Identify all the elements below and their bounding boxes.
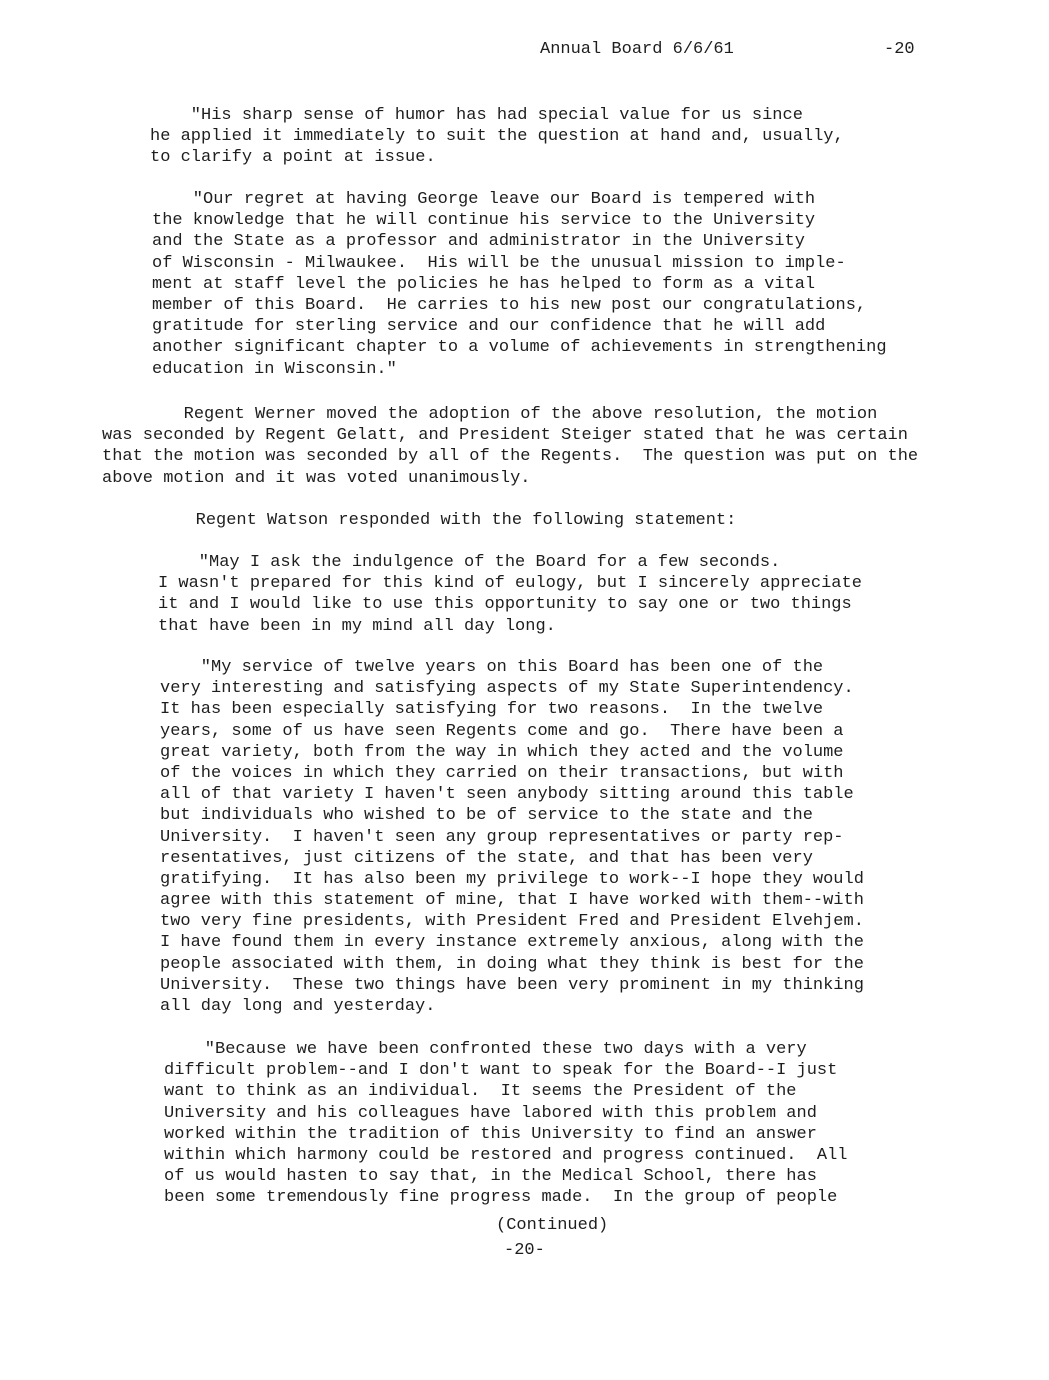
text-line: member of this Board. He carries to his new post our congratulations, [152,295,867,315]
text-line: but individuals who wished to be of service to the state and the [160,806,813,826]
text-line: of us would hasten to say that, in the Medical School, there has [164,1167,817,1187]
text-line: "My service of twelve years on this Board has been one of the [160,658,824,677]
text-line: and the State as a professor and administrator in the University [152,232,805,252]
text-line: above motion and it was voted unanimously. [102,468,531,488]
text-line: that have been in my mind all day long. [158,616,556,636]
text-line: resentatives, just citizens of the state, and that has been very [160,848,813,868]
text-line: very interesting and satisfying aspects of my State Superintendency. [160,679,854,699]
text-line: agree with this statement of mine, that I have worked with them--with [160,891,864,911]
text-line: people associated with them, in doing what they think is best for the [160,954,864,974]
text-line: "May I ask the indulgence of the Board for a few seconds. [158,553,781,572]
text-line: gratitude for sterling service and our confidence that he will add [152,317,826,337]
paragraph-motion [102,404,918,489]
text-line: great variety, both from the way in which they acted and the volume [160,742,844,762]
text-line: of the voices in which they carried on their transactions, but with [160,763,844,783]
text-line: all day long and yesterday. [160,997,436,1016]
text-line: he applied it immediately to suit the question at hand and, usually, [150,127,844,147]
header-title: Annual Board 6/6/61 [540,40,734,59]
text-line: was seconded by Regent Gelatt, and President Steiger stated that he was certain [102,426,908,446]
text-line: It has been especially satisfying for two reasons. In the twelve [160,700,824,720]
text-line: to clarify a point at issue. [150,148,436,168]
text-line: within which harmony could be restored and progress continued. All [164,1145,848,1165]
header-page-number: -20 [884,40,915,59]
paragraph-problem [164,1039,848,1209]
paragraph-watson-intro [114,510,736,531]
text-line: I have found them in every instance extremely anxious, along with the [160,933,864,953]
text-line: "Because we have been confronted these two days with a very [164,1040,807,1059]
text-line: it and I would like to use this opportunity to say one or two things [158,595,852,615]
text-line: the knowledge that he will continue his service to the University [152,211,816,231]
text-line: ment at staff level the policies he has helped to form as a vital [152,274,816,294]
text-line: years, some of us have seen Regents come and go. There have been a [160,721,844,741]
text-line: want to think as an individual. It seems the President of the [164,1082,797,1102]
text-line: gratifying. It has also been my privilege to work--I hope they would [160,869,864,889]
text-line: education in Wisconsin." [152,359,397,379]
text-line: University. These two things have been very prominent in my thinking [160,975,864,995]
text-line: Regent Werner moved the adoption of the above resolution, the motion [102,405,878,424]
text-line: been some tremendously fine progress made. In the group of people [164,1188,838,1208]
footer-page-number: -20- [504,1241,545,1260]
text-line: two very fine presidents, with President Fred and President Elvehjem. [160,912,864,932]
text-line: that the motion was seconded by all of the Regents. The question was put on the [102,447,919,467]
text-line: "Our regret at having George leave our Board is tempered with [152,190,816,209]
text-line: worked within the tradition of this University to find an answer [164,1124,817,1144]
paragraph-regret [152,189,887,380]
text-line: all of that variety I haven't seen anybody sitting around this table [160,785,854,805]
text-line: University and his colleagues have labored with this problem and [164,1103,817,1123]
text-line: difficult problem--and I don't want to speak for the Board--I just [164,1061,838,1081]
text-line: "His sharp sense of humor has had special value for us since [150,106,803,125]
text-line: I wasn't prepared for this kind of eulogy, but I sincerely appreciate [158,574,862,594]
text-line: another significant chapter to a volume of achievements in strengthening [152,338,887,358]
text-line: of Wisconsin - Milwaukee. His will be the unusual mission to imple- [152,253,846,273]
paragraph-indulgence [158,552,862,637]
continued-label: (Continued) [496,1216,609,1235]
text-line: Regent Watson responded with the following statement: [114,511,737,530]
paragraph-service [160,657,864,1017]
paragraph-humor [150,105,844,169]
text-line: University. I haven't seen any group representatives or party rep- [160,827,844,847]
